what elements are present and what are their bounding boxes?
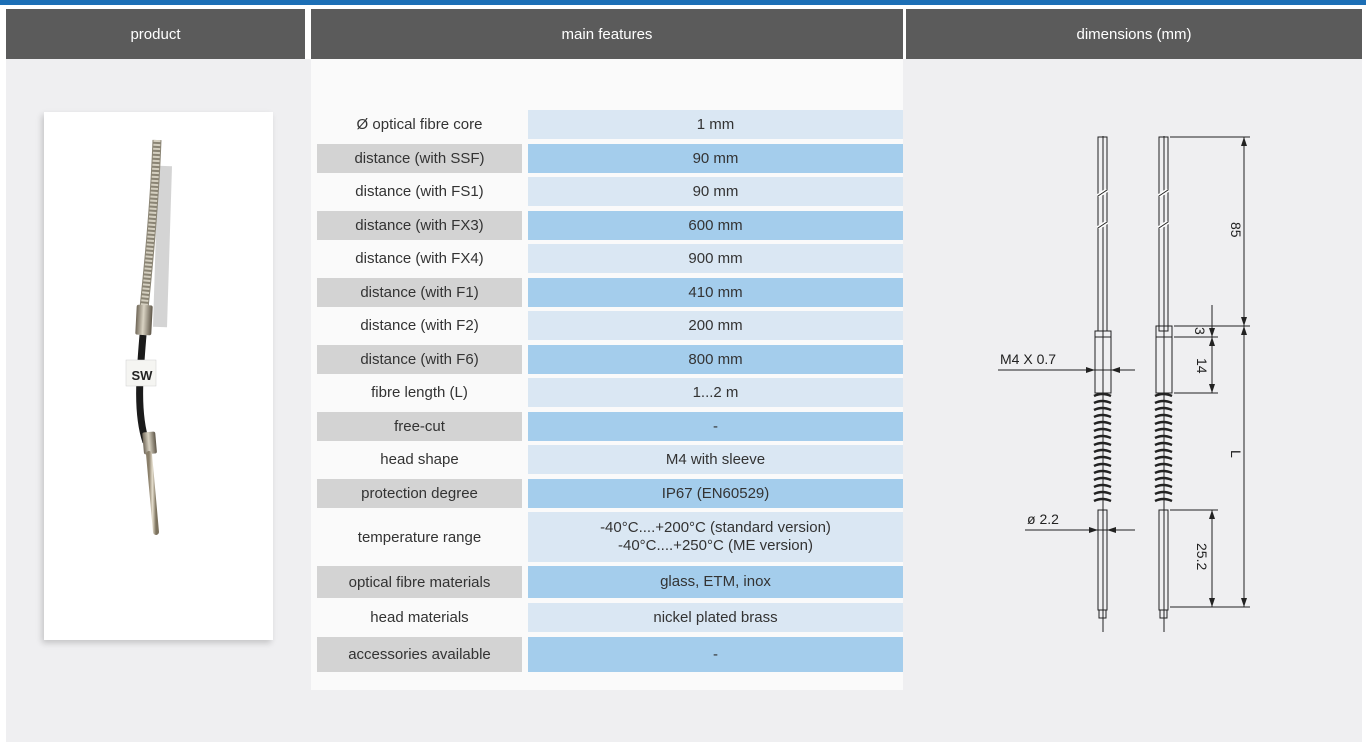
header-dimensions: dimensions (mm) — [906, 9, 1362, 59]
feature-label: fibre length (L) — [317, 378, 522, 407]
feature-row-distance-fs1 — [317, 177, 903, 206]
feature-label: distance (with FS1) — [317, 177, 522, 206]
feature-label: free-cut — [317, 412, 522, 441]
temperature-standard: -40°C....+200°C (standard version) — [600, 519, 831, 536]
feature-row-fibre-length — [317, 378, 903, 407]
feature-label: Ø optical fibre core — [317, 110, 522, 139]
feature-value: 600 mm — [528, 211, 903, 240]
feature-value: M4 with sleeve — [528, 445, 903, 474]
temperature-me: -40°C....+250°C (ME version) — [618, 537, 813, 554]
feature-label: head materials — [317, 603, 522, 632]
feature-row-distance-f2 — [317, 311, 903, 340]
feature-label: distance (with F1) — [317, 278, 522, 307]
feature-row-head-shape — [317, 445, 903, 474]
feature-value: glass, ETM, inox — [528, 566, 903, 598]
feature-value: 410 mm — [528, 278, 903, 307]
feature-row-free-cut — [317, 412, 903, 441]
top-accent-bar — [0, 0, 1366, 5]
feature-label: distance (with FX4) — [317, 244, 522, 273]
table-header — [0, 9, 1366, 59]
dim-3-label: 3 — [1192, 327, 1208, 335]
feature-label: optical fibre materials — [317, 566, 522, 598]
feature-row-distance-f6 — [317, 345, 903, 374]
dim-14-label: 14 — [1194, 358, 1210, 374]
fibre-optic-sensor-image — [44, 112, 273, 640]
feature-value: IP67 (EN60529) — [528, 479, 903, 508]
feature-label: temperature range — [317, 512, 522, 562]
feature-value: 90 mm — [528, 177, 903, 206]
feature-row-temperature-range — [317, 512, 903, 562]
feature-label: distance (with SSF) — [317, 144, 522, 173]
dim-85-label: 85 — [1228, 222, 1244, 238]
feature-value: 200 mm — [528, 311, 903, 340]
feature-value: - — [528, 637, 903, 672]
feature-row-distance-fx4 — [317, 244, 903, 273]
header-main-features: main features — [311, 9, 903, 59]
feature-row-accessories — [317, 637, 903, 672]
feature-label: accessories available — [317, 637, 522, 672]
feature-value: 90 mm — [528, 144, 903, 173]
feature-row-distance-f1 — [317, 278, 903, 307]
dim-diameter-label: ø 2.2 — [1027, 511, 1059, 527]
feature-value — [528, 512, 903, 562]
feature-row-protection-degree — [317, 479, 903, 508]
dim-length-label: L — [1228, 450, 1244, 458]
feature-row-distance-fx3 — [317, 211, 903, 240]
dimension-drawing — [990, 100, 1270, 640]
photo-label-text: SW — [131, 368, 153, 383]
feature-label: distance (with FX3) — [317, 211, 522, 240]
header-product: product — [6, 9, 305, 59]
feature-row-fibre-materials — [317, 566, 903, 598]
product-photo — [44, 112, 273, 640]
dim-25-label: 25.2 — [1194, 543, 1210, 571]
feature-value: 1...2 m — [528, 378, 903, 407]
feature-value: - — [528, 412, 903, 441]
feature-label: protection degree — [317, 479, 522, 508]
feature-row-fibre-core — [317, 110, 903, 139]
feature-value: 1 mm — [528, 110, 903, 139]
feature-row-distance-ssf — [317, 144, 903, 173]
feature-label: distance (with F2) — [317, 311, 522, 340]
dim-thread-label: M4 X 0.7 — [1000, 351, 1057, 367]
feature-label: distance (with F6) — [317, 345, 522, 374]
feature-value: 800 mm — [528, 345, 903, 374]
feature-row-head-materials — [317, 603, 903, 632]
feature-value: nickel plated brass — [528, 603, 903, 632]
feature-value: 900 mm — [528, 244, 903, 273]
feature-label: head shape — [317, 445, 522, 474]
